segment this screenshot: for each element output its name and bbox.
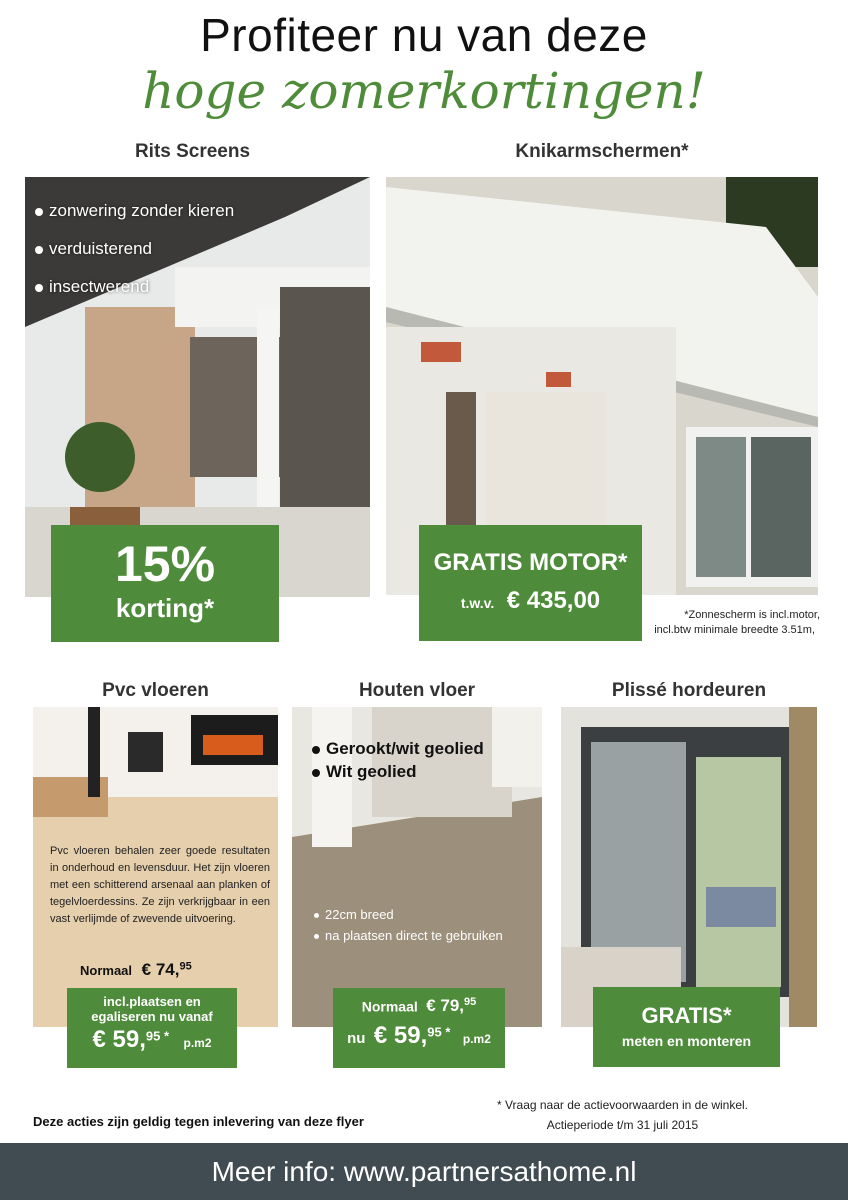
houten-title: Houten vloer — [358, 680, 476, 701]
knik-badge-twv: t.w.v. — [460, 595, 495, 611]
pvc-badge-line1: incl.plaatsen en — [103, 994, 201, 1009]
rits-discount-badge — [51, 525, 279, 642]
rits-bullet: zonwering zonder kieren — [35, 201, 234, 221]
footnote-right-2: Actieperiode t/m 31 juli 2015 — [546, 1118, 699, 1132]
houten-price-cents: 95 * — [427, 1025, 451, 1040]
bullet-icon — [35, 284, 43, 292]
bullet-icon — [314, 913, 319, 918]
pvc-price-cents: 95 * — [145, 1028, 170, 1044]
houten-normaal-cents: 95 — [464, 996, 477, 1008]
footer-link[interactable]: Meer info: www.partnersathome.nl — [211, 1156, 637, 1187]
pvc-price: € 59, — [92, 1026, 146, 1053]
rits-title: Rits Screens — [134, 141, 251, 162]
pvc-normaal-label: Normaal — [80, 963, 133, 978]
houten-nu: nu — [347, 1030, 366, 1048]
houten-unit: p.m2 — [462, 1032, 491, 1047]
plisse-badge — [593, 987, 780, 1067]
rits-badge-small: korting* — [115, 593, 215, 623]
plisse-title: Plissé hordeuren — [611, 680, 767, 701]
knik-title: Knikarmschermen* — [515, 141, 689, 162]
footer-bar — [0, 1143, 848, 1200]
houten-normaal-price: € 79, — [426, 996, 465, 1016]
knik-badge — [419, 525, 642, 641]
headline-line2: hoge zomerkortingen! — [142, 62, 706, 120]
plisse-photo-illustration — [561, 707, 817, 1027]
houten-photo — [292, 707, 542, 1027]
footnote-left: Deze acties zijn geldig tegen inlevering van deze flyer — [33, 1114, 364, 1129]
pvc-title: Pvc vloeren — [102, 680, 209, 701]
houten-bullet: Wit geolied — [312, 762, 417, 782]
headline-line1: Profiteer nu van deze — [200, 9, 648, 61]
plisse-badge-sub: meten en monteren — [621, 1033, 752, 1049]
plisse-badge-title: GRATIS* — [641, 1003, 732, 1028]
rits-bullet: insectwerend — [35, 277, 149, 297]
rits-bullet: verduisterend — [35, 239, 152, 259]
pvc-badge-line2: egaliseren nu vanaf — [91, 1009, 213, 1024]
bullet-icon — [312, 746, 320, 754]
pvc-badge — [67, 988, 237, 1068]
houten-price: € 59, — [373, 1022, 428, 1050]
knik-badge-title: GRATIS MOTOR* — [433, 549, 628, 576]
rits-badge-big: 15% — [114, 536, 216, 592]
footnote-right-1: * Vraag naar de actievoorwaarden in de winkel. — [496, 1098, 749, 1112]
plisse-photo — [561, 707, 817, 1027]
pvc-text: Pvc vloeren behalen zeer goede resultaten in onderhoud en levensduur. Het zijn vloeren met een schitterend arsenaal aan planken of tegelvloerdessins. Ze zijn verkrijgbaar in een vast verlijmde of zwevende uitvoering. — [50, 845, 270, 925]
houten-badge — [333, 988, 505, 1068]
bullet-icon — [312, 769, 320, 777]
pvc-normaal — [80, 960, 192, 980]
pvc-normaal-price: € 74, — [141, 960, 180, 979]
houten-bullet: Gerookt/wit geolied — [312, 739, 484, 759]
knik-badge-price: € 435,00 — [506, 587, 601, 614]
pvc-normaal-cents: 95 — [179, 960, 192, 973]
pvc-photo — [33, 707, 278, 1027]
houten-normaal-label: Normaal — [361, 998, 418, 1015]
knik-note-1: *Zonnescherm is incl.motor, — [684, 609, 820, 621]
pvc-unit: p.m2 — [183, 1036, 212, 1050]
bullet-icon — [35, 208, 43, 216]
bullet-icon — [314, 934, 319, 939]
bullet-icon — [35, 246, 43, 254]
houten-small-bullet: 22cm breed — [314, 907, 394, 922]
houten-small-bullet: na plaatsen direct te gebruiken — [314, 928, 503, 943]
knik-note-2: incl.btw minimale breedte 3.51m, — [654, 624, 815, 636]
